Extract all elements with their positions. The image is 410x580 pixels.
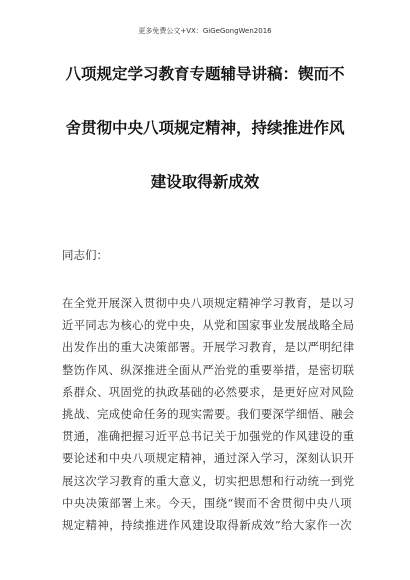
body-line: 整饬作风、纵深推进全面从严治党的重要举措，是密切联 — [62, 363, 355, 377]
body-line: 近平同志为核心的党中央，从党和国家事业发展战略全局 — [62, 319, 355, 333]
body-line: 要论述和中央八项规定精神，通过深入学习，深刻认识开 — [62, 452, 355, 466]
title-line-1: 八项规定学习教育专题辅导讲稿：锲而不 — [65, 65, 345, 83]
body-line: 在全党开展深入贯彻中央八项规定精神学习教育，是以习 — [62, 297, 355, 310]
body-line: 规定精神，持续推进作风建设取得新成效”给大家作一次 — [62, 518, 352, 532]
body-paragraph — [62, 293, 355, 537]
greeting: 同志们： — [62, 248, 108, 262]
title-line-2: 舍贯彻中央八项规定精神，持续推进作风 — [65, 119, 345, 137]
body-line: 挑战、完成使命任务的现实需要。我们要深学细悟、融会 — [62, 407, 355, 421]
body-line: 出发作出的重大决策部署。开展学习教育，是以严明纪律 — [62, 341, 355, 355]
body-line: 中央决策部署上来。今天，围绕“锲而不舍贯彻中央八项 — [62, 496, 352, 510]
body-line: 系群众、巩固党的执政基础的必然要求，是更好应对风险 — [62, 385, 355, 399]
title-line-3: 建设取得新成效 — [150, 173, 260, 191]
body-line: 展这次学习教育的重大意义，切实把思想和行动统一到党 — [62, 474, 355, 488]
body-line: 贯通，准确把握习近平总书记关于加强党的作风建设的重 — [62, 430, 355, 444]
header-note: 更多免费公文+VX：GiGeGongWen2016 — [138, 27, 272, 35]
